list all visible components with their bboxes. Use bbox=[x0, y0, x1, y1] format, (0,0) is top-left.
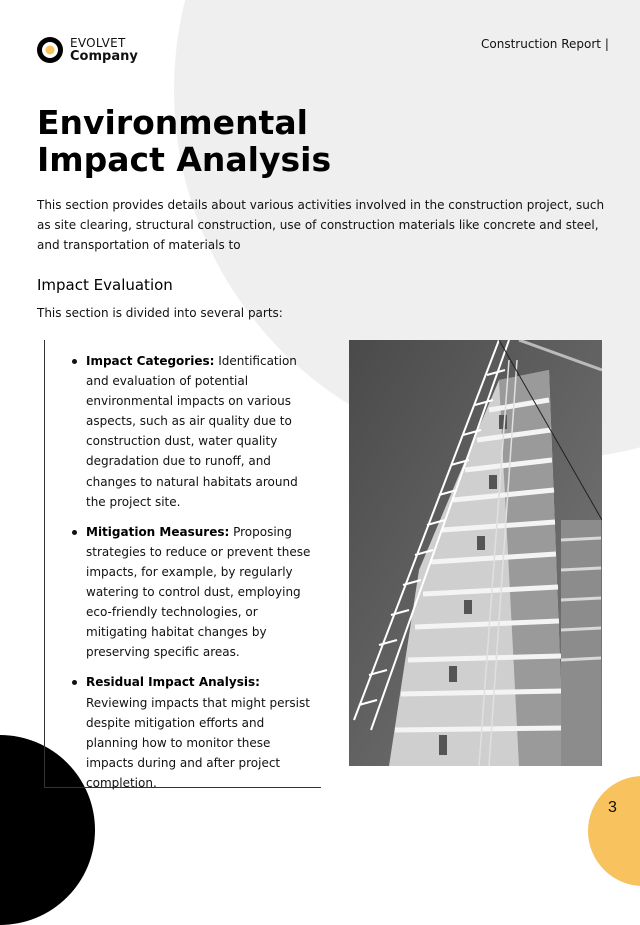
list-item bbox=[68, 351, 320, 512]
list-item bbox=[68, 672, 320, 793]
list-item-term: Impact Categories: bbox=[86, 354, 215, 368]
ring-logo-icon bbox=[37, 37, 63, 63]
title-line-1: Environmental bbox=[37, 103, 308, 142]
section-heading: Impact Evaluation bbox=[37, 276, 173, 294]
logo-subname: Company bbox=[70, 49, 138, 64]
list-item-text: Reviewing impacts that might persist despite mitigation efforts and planning how to monitor these impacts during and after project completion. bbox=[86, 695, 310, 790]
list-item-term: Mitigation Measures: bbox=[86, 524, 230, 539]
section-lead: This section is divided into several parts: bbox=[37, 306, 283, 320]
page-number: 3 bbox=[608, 799, 617, 816]
list-item bbox=[68, 522, 320, 663]
page-title bbox=[37, 104, 457, 178]
logo-text bbox=[70, 36, 138, 64]
impact-list bbox=[68, 351, 320, 803]
construction-photo bbox=[349, 340, 602, 766]
corner-orange-circle bbox=[588, 776, 640, 886]
vertical-divider bbox=[44, 340, 45, 788]
building-crane-image bbox=[349, 340, 602, 766]
list-item-term: Residual Impact Analysis: bbox=[86, 675, 260, 690]
intro-paragraph: This section provides details about various activities involved in the construction project, such as site clearing, structural construction, use of construction materials like concrete and steel, and transportation of materials to bbox=[37, 198, 605, 252]
logo-name: EVOLVET bbox=[70, 36, 126, 50]
list-item-text: Identification and evaluation of potential environmental impacts on various aspects, such as air quality due to construction dust, water quality degradation due to runoff, and changes to natural habitats around the project site. bbox=[86, 354, 298, 509]
title-line-2: Impact Analysis bbox=[37, 140, 332, 179]
company-logo bbox=[37, 36, 138, 64]
report-label: Construction Report | bbox=[481, 37, 609, 51]
list-item-text: Proposing strategies to reduce or prevent these impacts, for example, by regularly watering to control dust, employing eco-friendly technologies, or mitigating habitat changes by preserving specific areas. bbox=[86, 524, 311, 660]
